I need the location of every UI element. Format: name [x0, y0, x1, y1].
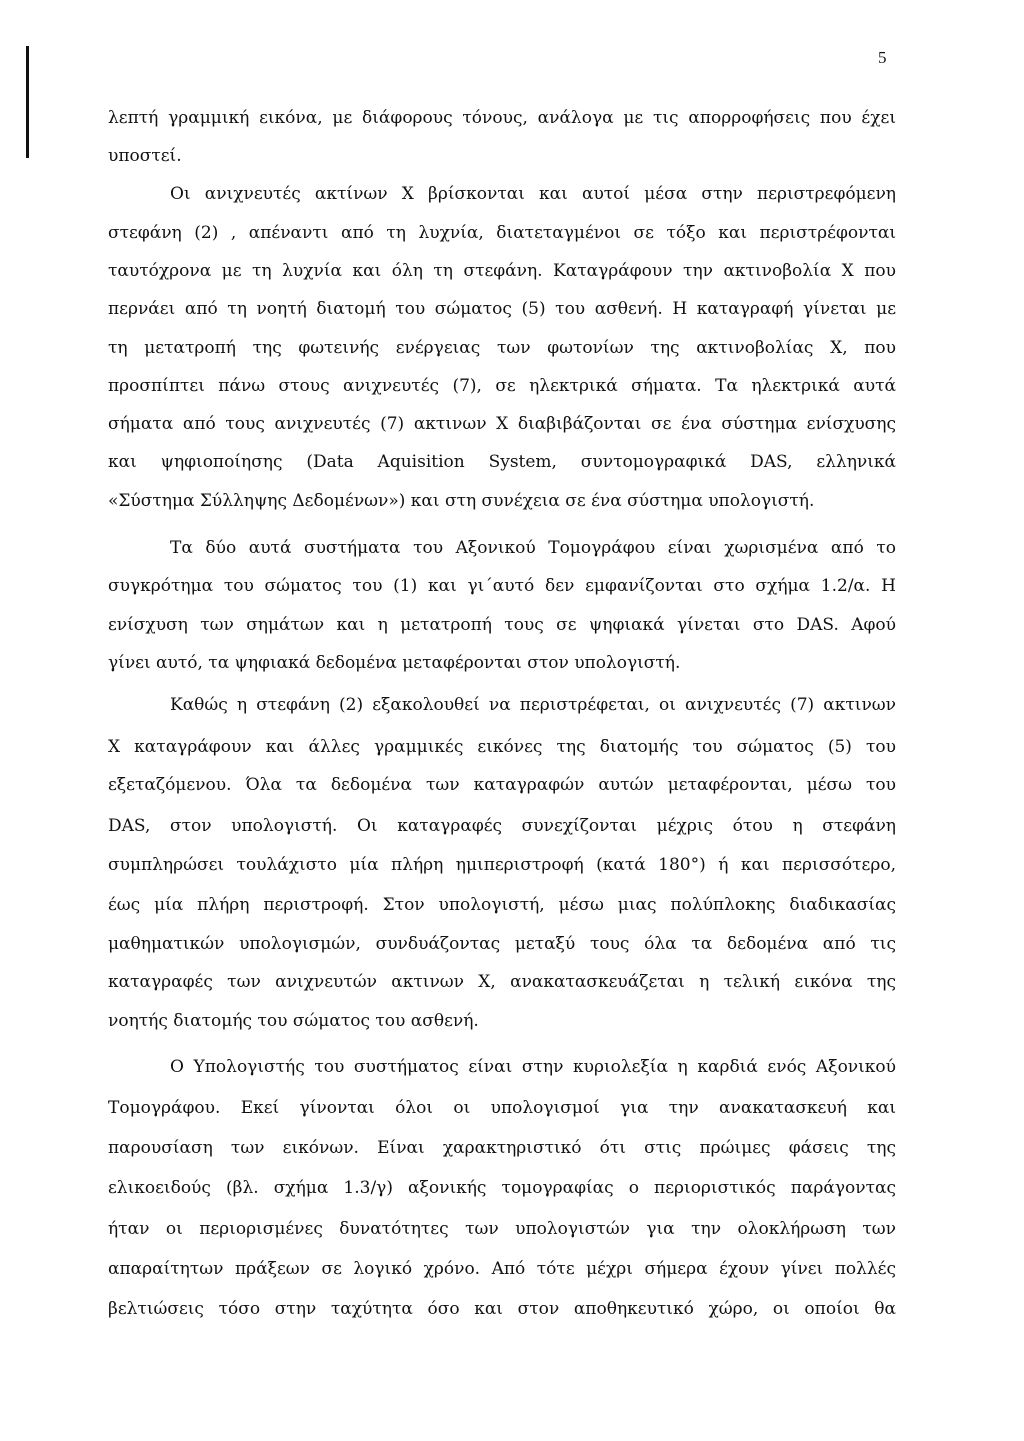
- text-line: ενίσχυση των σημάτων και η μετατροπή τους σε ψηφιακά γίνεται στο DAS. Αφού: [108, 615, 896, 635]
- text-line: μαθηματικών υπολογισμών, συνδυάζοντας μεταξύ τους όλα τα δεδομένα από τις: [108, 934, 896, 954]
- text-line: τη μετατροπή της φωτεινής ενέργειας των φωτονίων της ακτινοβολίας Χ, που: [108, 338, 896, 358]
- text-line: βελτιώσεις τόσο στην ταχύτητα όσο και στον αποθηκευτικό χώρο, οι οποίοι θα: [108, 1299, 896, 1319]
- text-line: έως μία πλήρη περιστροφή. Στον υπολογιστή, μέσω μιας πολύπλοκης διαδικασίας: [108, 895, 896, 915]
- paragraph-first-line: Ο Υπολογιστής του συστήματος είναι στην κυριολεξία η καρδιά ενός Αξονικού: [170, 1057, 896, 1077]
- text-line: υποστεί.: [108, 146, 182, 166]
- text-line: ελικοειδούς (βλ. σχήμα 1.3/γ) αξονικής τομογραφίας ο περιοριστικός παράγοντας: [108, 1178, 896, 1198]
- text-line: απαραίτητων πράξεων σε λογικό χρόνο. Από τότε μέχρι σήμερα έχουν γίνει πολλές: [108, 1259, 896, 1279]
- page-number: 5: [878, 48, 887, 67]
- text-line: περνάει από τη νοητή διατομή του σώματος (5) του ασθενή. Η καταγραφή γίνεται με: [108, 299, 896, 319]
- text-line: συμπληρώσει τουλάχιστο μία πλήρη ημιπεριστροφή (κατά 180°) ή και περισσότερο,: [108, 855, 896, 875]
- text-line: Τομογράφου. Εκεί γίνονται όλοι οι υπολογισμοί για την ανακατασκευή και: [108, 1098, 896, 1118]
- text-line: «Σύστημα Σύλληψης Δεδομένων») και στη συνέχεια σε ένα σύστημα υπολογιστή.: [108, 491, 815, 511]
- text-line: ταυτόχρονα με τη λυχνία και όλη τη στεφάνη. Καταγράφουν την ακτινοβολία Χ που: [108, 261, 896, 281]
- text-line: λεπτή γραμμική εικόνα, με διάφορους τόνους, ανάλογα με τις απορροφήσεις που έχει: [108, 108, 896, 128]
- text-line: Χ καταγράφουν και άλλες γραμμικές εικόνες της διατομής του σώματος (5) του: [108, 737, 896, 757]
- scan-margin-bar: [26, 46, 29, 158]
- text-line: σήματα από τους ανιχνευτές (7) ακτινων Χ διαβιβάζονται σε ένα σύστημα ενίσχυσης: [108, 414, 896, 434]
- text-line: νοητής διατομής του σώματος του ασθενή.: [108, 1011, 479, 1031]
- text-line: εξεταζόμενου. Όλα τα δεδομένα των καταγραφών αυτών μεταφέρονται, μέσω του: [108, 775, 896, 795]
- paragraph-first-line: Τα δύο αυτά συστήματα του Αξονικού Τομογράφου είναι χωρισμένα από το: [170, 538, 896, 558]
- text-line: ήταν οι περιορισμένες δυνατότητες των υπολογιστών για την ολοκλήρωση των: [108, 1219, 896, 1239]
- paragraph-first-line: Καθώς η στεφάνη (2) εξακολουθεί να περιστρέφεται, οι ανιχνευτές (7) ακτινων: [170, 695, 896, 715]
- text-line: παρουσίαση των εικόνων. Είναι χαρακτηριστικό ότι στις πρώιμες φάσεις της: [108, 1138, 896, 1158]
- text-line: DAS, στον υπολογιστή. Οι καταγραφές συνεχίζονται μέχρις ότου η στεφάνη: [108, 816, 896, 836]
- text-line: προσπίπτει πάνω στους ανιχνευτές (7), σε ηλεκτρικά σήματα. Τα ηλεκτρικά αυτά: [108, 376, 896, 396]
- text-line: στεφάνη (2) , απέναντι από τη λυχνία, διατεταγμένοι σε τόξο και περιστρέφονται: [108, 223, 896, 243]
- text-line: καταγραφές των ανιχνευτών ακτινων Χ, ανακατασκευάζεται η τελική εικόνα της: [108, 972, 896, 992]
- text-line: γίνει αυτό, τα ψηφιακά δεδομένα μεταφέρονται στον υπολογιστή.: [108, 653, 681, 673]
- text-line: συγκρότημα του σώματος του (1) και γι΄αυτό δεν εμφανίζονται στο σχήμα 1.2/α. Η: [108, 576, 896, 596]
- paragraph-first-line: Οι ανιχνευτές ακτίνων Χ βρίσκονται και αυτοί μέσα στην περιστρεφόμενη: [170, 184, 896, 204]
- text-line: και ψηφιοποίησης (Data Aquisition System, συντομογραφικά DAS, ελληνικά: [108, 452, 896, 472]
